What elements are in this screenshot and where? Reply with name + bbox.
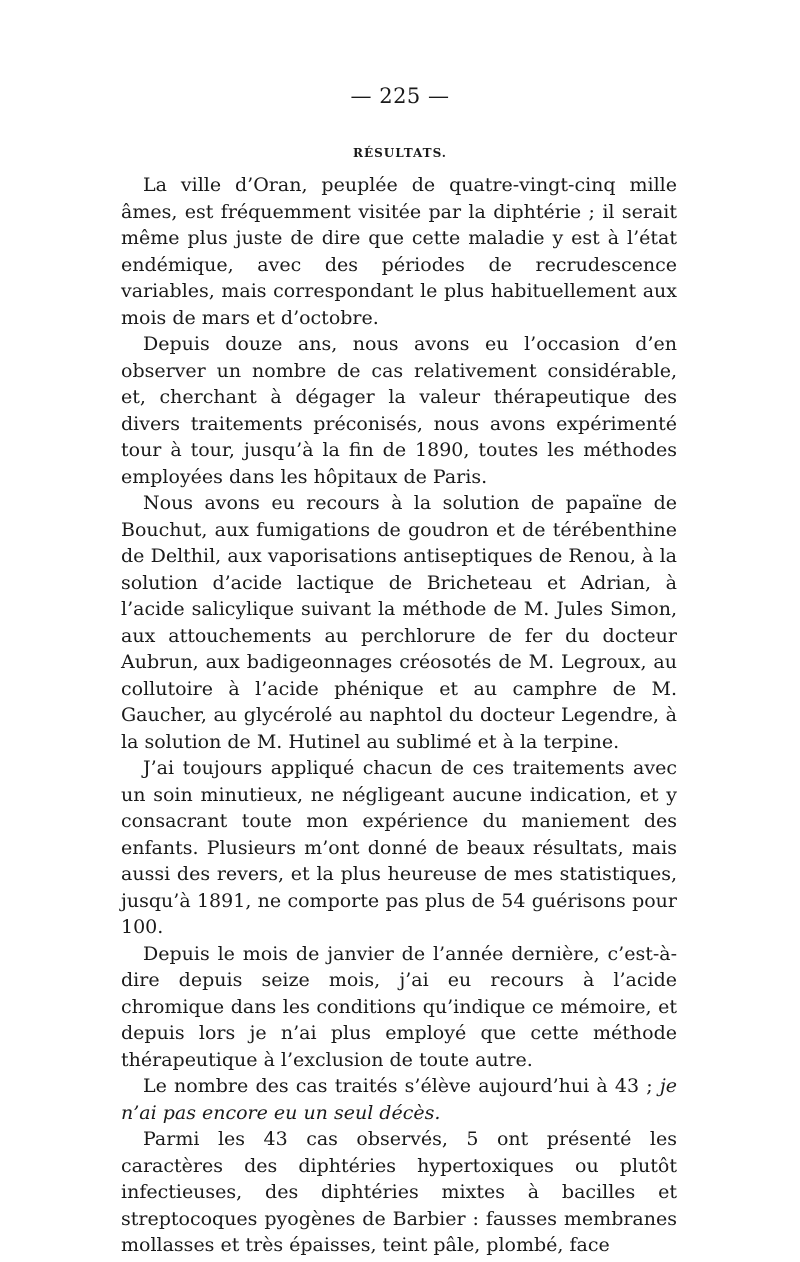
- nombre-cas-emphasis: je n’ai pas encore eu un seul décès.: [121, 1075, 677, 1124]
- paragraph-oran: La ville d’Oran, peuplée de quatre-vingt-cinq mille âmes, est fréquemment visitée par la diphtérie ; il serait même plus juste de dire que cette maladie y est à l’état endémique, avec des périodes de recrudescence variables, mais correspondant le plus habituellement aux mois de mars et d’octobre.: [121, 174, 677, 329]
- body-text: [121, 172, 677, 1259]
- paragraph-douze-ans: Depuis douze ans, nous avons eu l’occasion d’en observer un nombre de cas relativement considérable, et, cherchant à dégager la valeur thérapeutique des divers traitements préconisés, nous avons expérimenté tour à tour, jusqu’à la fin de 1890, toutes les méthodes employées dans les hôpitaux de Paris.: [121, 333, 677, 488]
- paragraph-experience: J’ai toujours appliqué chacun de ces traitements avec un soin minutieux, ne négligeant aucune indication, et y consacrant toute mon expérience du maniement des enfants. Plusieurs m’ont donné de beaux résultats, mais aussi des revers, et la plus heureuse de mes statistiques, jusqu’à 1891, ne comporte pas plus de 54 guérisons pour 100.: [121, 757, 677, 938]
- page-number: — 225 —: [350, 84, 450, 108]
- paragraph-diphteries: Parmi les 43 cas observés, 5 ont présenté les caractères des diphtéries hypertoxiques ou plutôt infectieuses, des diphtéries mixtes à bacilles et streptocoques pyogènes de Barbier : fausses membranes mollasses et très épaisses, teint pâle, plombé, face: [121, 1128, 677, 1256]
- paragraph-nombre-cas: [121, 1073, 677, 1126]
- paragraph-traitements: Nous avons eu recours à la solution de papaïne de Bouchut, aux fumigations de goudron et de térébenthine de Delthil, aux vaporisations antiseptiques de Renou, à la solution d’acide lactique de Bricheteau et Adrian, à l’acide salicylique suivant la méthode de M. Jules Simon, aux attouchements au perchlorure de fer du docteur Aubrun, aux badigeonnages créosotés de M. Legroux, au collutoire à l’acide phénique et au camphre de M. Gaucher, au glycérolé au naphtol du docteur Legendre, à la solution de M. Hutinel au sublimé et à la terpine.: [121, 492, 677, 753]
- nombre-cas-text: Le nombre des cas traités s’élève aujourd’hui à 43 ;: [143, 1075, 660, 1097]
- section-heading: RÉSULTATS.: [353, 146, 447, 160]
- paragraph-acide-chromique: Depuis le mois de janvier de l’année dernière, c’est-à-dire depuis seize mois, j’ai eu recours à l’acide chromique dans les conditions qu’indique ce mémoire, et depuis lors je n’ai plus employé que cette méthode thérapeutique à l’exclusion de toute autre.: [121, 942, 677, 1071]
